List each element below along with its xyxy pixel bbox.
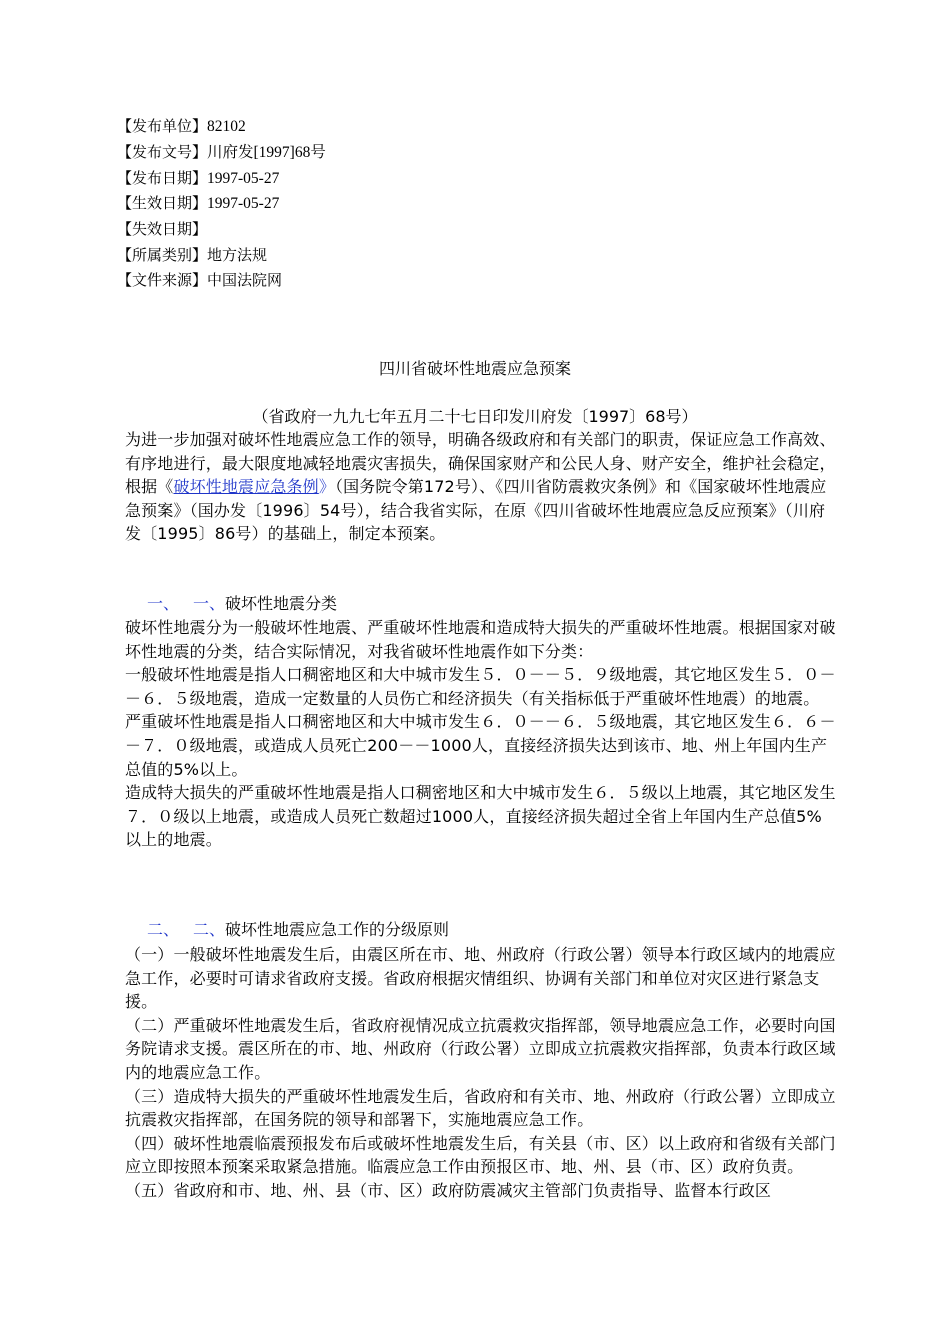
paragraph: 造成特大损失的严重破坏性地震是指人口稠密地区和大中城市发生６．５级以上地震，其它地区发生７．０级以上地震，或造成人员死亡数超过1000人，直接经济损失超过全省上年国内生产总值5%以上的地震。 [125,783,836,850]
intro-text-before-link: 为进一步加强对破坏性地震应急工作的领导，明确各级政府和有关部门的职责，保证应急工作高效、有序地进行，最大限度地减轻地震灾害损失，确保国家财产和公民人身、财产安全，维护社会稳定，根据《 [125,430,836,497]
link-suffix: 》 [318,477,335,497]
section-1-title-rest: 破坏性地震分类 [225,594,338,613]
meta-label: 【发布单位】 [117,117,208,135]
meta-label: 【失效日期】 [117,220,208,239]
meta-label: 【所属类别】 [117,245,208,264]
meta-publisher [117,114,717,140]
meta-effective-date [117,191,717,217]
meta-label: 【生效日期】 [117,194,208,213]
section-1-number: 一、 [147,594,180,613]
meta-value: 1997-05-27 [207,195,280,213]
paragraph: （三）造成特大损失的严重破坏性地震发生后，省政府和有关市、地、州政府（行政公署）立即成立抗震救灾指挥部，在国务院的领导和部署下，实施地震应急工作。 [125,1086,836,1130]
document-metadata [117,114,717,293]
section-1-title-text [193,594,337,613]
meta-value: 地方法规 [207,245,268,264]
section-1-body [125,616,837,852]
paragraph: 严重破坏性地震是指人口稠密地区和大中城市发生６．０－－６．５级地震，其它地区发生６．６－－７．０级地震，或造成人员死亡200－－1000人，直接经济损失达到该市、地、州上年国内生产总值的5%以上。 [125,712,836,779]
section-2-body [125,943,837,1203]
paragraph: （二）严重破坏性地震发生后，省政府视情况成立抗震救灾指挥部，领导地震应急工作，必要时向国务院请求支援。震区所在的市、地、州政府（行政公署）立即成立抗震救灾指挥部，负责本行政区域内的地震应急工作。 [125,1015,836,1082]
section-1-heading [125,592,725,616]
section-1-title [193,594,337,613]
meta-category [117,243,717,268]
intro-text-after-link: （国务院令第172号）、《四川省防震救灾条例》和《国家破坏性地震应急预案》（国办发〔1996〕54号），结合我省实际，在原《四川省破坏性地震应急反应预案》（川府发〔1995〕86号）的基础上，制定本预案。 [125,477,827,544]
section-1-title-prefix: 一、 [193,594,226,613]
meta-value: 川府发[1997]68号 [207,143,326,161]
meta-source [117,268,717,293]
meta-publish-date [117,166,717,192]
meta-label: 【文件来源】 [117,270,208,289]
meta-document-number [117,140,717,166]
document-title: 四川省破坏性地震应急预案 [378,359,571,378]
section-2-number: 二、 [147,920,180,939]
section-2-title [193,920,449,939]
meta-value: 1997-05-27 [207,169,280,187]
meta-label: 【发布文号】 [117,142,208,161]
meta-value: 中国法院网 [207,270,283,289]
regulation-link[interactable]: 破坏性地震应急条例 [173,477,319,497]
meta-expiry-date [117,217,717,243]
paragraph: （五）省政府和市、地、州、县（市、区）政府防震减灾主管部门负责指导、监督本行政区 [125,1180,772,1200]
paragraph: （四）破坏性地震临震预报发布后或破坏性地震发生后，有关县（市、区）以上政府和省级有关部门应立即按照本预案采取紧急措施。临震应急工作由预报区市、地、州、县（市、区）政府负责。 [125,1133,836,1177]
section-2-title-rest: 破坏性地震应急工作的分级原则 [225,920,450,939]
paragraph: 一般破坏性地震是指人口稠密地区和大中城市发生５．０－－５．９级地震，其它地区发生５．０－－６．５级地震，造成一定数量的人员伤亡和经济损失（有关指标低于严重破坏性地震）的地震。 [125,665,836,708]
section-2-heading [125,918,725,942]
document-subtitle: （省政府一九九七年五月二十七日印发川府发〔1997〕68号） [252,407,698,426]
meta-label: 【发布日期】 [117,168,208,187]
section-2-title-prefix: 二、 [193,920,226,939]
intro-paragraph [125,428,837,546]
section-2-title-text [193,920,449,939]
paragraph: 破坏性地震分为一般破坏性地震、严重破坏性地震和造成特大损失的严重破坏性地震。根据国家对破坏性地震的分类，结合实际情况，对我省破坏性地震作如下分类： [125,618,836,661]
paragraph: （一）一般破坏性地震发生后，由震区所在市、地、州政府（行政公署）领导本行政区域内的地震应急工作，必要时可请求省政府支援。省政府根据灾情组织、协调有关部门和单位对灾区进行紧急支援。 [125,945,836,1012]
meta-value: 82102 [207,118,246,135]
